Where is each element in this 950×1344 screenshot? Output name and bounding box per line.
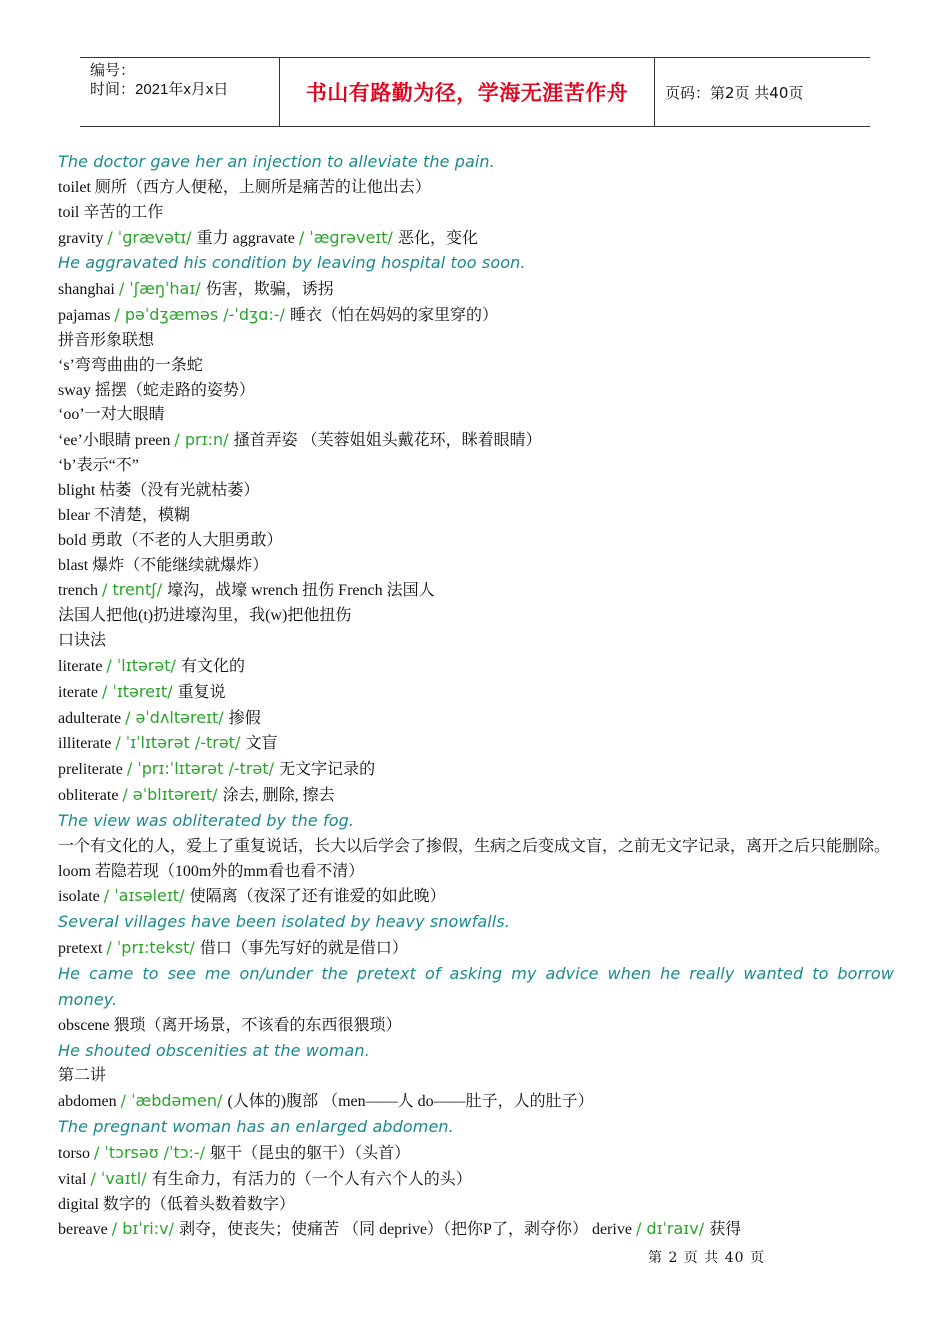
line-text: obliterate — [58, 787, 123, 805]
phonetic: / ˈʃæŋˈhaɪ/ — [118, 279, 206, 299]
phonetic: / trentʃ/ — [101, 580, 168, 600]
line-text: pretext — [58, 940, 107, 958]
line-text: vital — [58, 1170, 91, 1188]
line-text: bereave — [58, 1221, 112, 1239]
text-line — [58, 1089, 894, 1115]
text-line — [58, 201, 894, 226]
line-text: 有文化的 — [180, 657, 245, 675]
line-text: 拼音形象联想 — [58, 331, 155, 349]
line-text: iterate — [58, 683, 102, 701]
text-line — [58, 680, 894, 706]
line-text: ‘ee’小眼睛 preen — [58, 432, 175, 450]
phonetic: / əˈblɪtəreɪt/ — [122, 785, 223, 805]
line-text: 伤害，欺骗，诱拐 — [205, 281, 334, 299]
line-text: toil 辛苦的工作 — [58, 203, 164, 221]
text-line — [58, 884, 894, 910]
text-line — [58, 529, 894, 554]
text-line — [58, 504, 894, 529]
line-text: 壕沟，战壕 wrench 扭伤 French 法国人 — [167, 582, 435, 600]
line-text: 恶化，变化 — [398, 229, 479, 247]
time-label: 时间：2021年x月x日 — [90, 81, 229, 98]
line-text: bold 勇敢（不老的人大胆勇敢） — [58, 531, 283, 549]
line-text: blear 不清楚，模糊 — [58, 506, 190, 524]
line-text: abdomen — [58, 1093, 121, 1111]
text-line — [58, 757, 894, 783]
line-text: (人体的)腹部 （men——人 do——肚子，人的肚子） — [227, 1093, 594, 1111]
example-sentence: Several villages have been isolated by heavy snowfalls. — [58, 912, 510, 932]
line-text: isolate — [58, 888, 104, 906]
text-line — [58, 860, 894, 885]
phonetic: / ˈaɪsəleɪt/ — [103, 886, 190, 906]
phonetic: / pəˈdʒæməs /-ˈdʒɑ:-/ — [114, 305, 291, 325]
document-body — [58, 150, 894, 1243]
text-line — [58, 354, 894, 379]
text-line — [58, 1115, 894, 1141]
text-line — [58, 629, 894, 654]
example-sentence: The pregnant woman has an enlarged abdomen. — [58, 1117, 454, 1137]
line-text: 睡衣（怕在妈妈的家里穿的） — [290, 307, 499, 325]
line-text: 无文字记录的 — [279, 761, 376, 779]
phonetic: / ˈvaɪtl/ — [90, 1168, 152, 1188]
text-line — [58, 809, 894, 835]
text-line — [58, 578, 894, 604]
line-text: blast 爆炸（不能继续就爆炸） — [58, 556, 269, 574]
line-text: 借口（事先写好的就是借口） — [199, 940, 408, 958]
line-text: trench — [58, 582, 102, 600]
text-line — [58, 1167, 894, 1193]
text-line — [58, 936, 894, 962]
text-line — [58, 1039, 894, 1065]
line-text: ‘b’表示“不” — [58, 457, 139, 475]
example-sentence: The view was obliterated by the fog. — [58, 810, 355, 830]
text-line — [58, 554, 894, 579]
text-line — [58, 835, 894, 860]
phonetic: / ˈlɪtərət/ — [106, 655, 181, 675]
text-line — [58, 731, 894, 757]
page-footer: 第 2 页 共 40 页 — [648, 1250, 765, 1266]
phonetic: / ˈɪˈlɪtərət /-trət/ — [115, 733, 246, 753]
text-line — [58, 479, 894, 504]
line-text: ‘oo’一对大眼睛 — [58, 406, 165, 424]
line-text: 搔首弄姿 （芙蓉姐姐头戴花环，眯着眼睛） — [233, 432, 542, 450]
text-line — [58, 150, 894, 176]
line-text: 口诀法 — [58, 632, 107, 650]
line-text: 第二讲 — [58, 1067, 107, 1085]
phonetic: / əˈdʌltəreɪt/ — [125, 707, 229, 727]
example-sentence: He aggravated his condition by leaving hospital too soon. — [58, 253, 526, 273]
line-text: illiterate — [58, 735, 116, 753]
text-line — [58, 454, 894, 479]
line-text: adulterate — [58, 709, 126, 727]
line-text: literate — [58, 657, 107, 675]
line-text: blight 枯萎（没有光就枯萎） — [58, 481, 260, 499]
line-text: 剥夺，使丧失；使痛苦 （同 deprive）（把你P了，剥夺你） derive — [179, 1221, 636, 1239]
phonetic: / ˈɪtəreɪt/ — [101, 681, 178, 701]
text-line — [58, 783, 894, 809]
text-line — [58, 604, 894, 629]
header-info-cell — [80, 58, 280, 126]
line-text: obscene 猥琐（离开场景，不该看的东西很猥琐） — [58, 1016, 402, 1034]
line-text: 躯干（昆虫的躯干）（头首） — [210, 1144, 411, 1162]
line-text: 重复说 — [177, 683, 226, 701]
line-text: pajamas — [58, 307, 115, 325]
motto: 书山有路勤为径，学海无涯苦作舟 — [280, 58, 655, 126]
text-line — [58, 654, 894, 680]
line-text: 文盲 — [245, 735, 278, 753]
example-sentence: The doctor gave her an injection to alleviate the pain. — [58, 152, 495, 171]
line-text: toilet 厕所（西方人便秘，上厕所是痛苦的让他出去） — [58, 178, 431, 196]
line-text: loom 若隐若现（100m外的mm看也看不清） — [58, 862, 365, 880]
text-line — [58, 1014, 894, 1039]
text-line — [58, 706, 894, 732]
line-text: preliterate — [58, 761, 127, 779]
phonetic: / prɪ:n/ — [174, 430, 234, 450]
text-line — [58, 251, 894, 277]
text-line — [58, 1064, 894, 1089]
line-text: 法国人把他(t)扔进壕沟里，我(w)把他扭伤 — [58, 607, 352, 625]
text-line — [58, 962, 894, 1014]
text-line — [58, 379, 894, 404]
example-sentence: He came to see me on/under the pretext of asking my advice when he really wanted to borrow money. — [58, 964, 894, 1009]
phonetic: / ˈɡrævətɪ/ — [107, 227, 197, 247]
text-line — [58, 226, 894, 252]
text-line — [58, 403, 894, 428]
text-line — [58, 428, 894, 454]
text-line — [58, 910, 894, 936]
phonetic: / ˈprɪ:ˈlɪtərət /-trət/ — [126, 759, 280, 779]
line-text: 重力 aggravate — [196, 229, 299, 247]
text-line — [58, 303, 894, 329]
line-text: gravity — [58, 229, 108, 247]
line-text: torso — [58, 1144, 94, 1162]
document-header — [80, 57, 870, 127]
text-line — [58, 1217, 894, 1243]
phonetic: / dɪˈraɪv/ — [635, 1219, 710, 1239]
line-text: shanghai — [58, 281, 119, 299]
line-text: ‘s’弯弯曲曲的一条蛇 — [58, 356, 203, 374]
line-text: digital 数字的（低着头数着数字） — [58, 1195, 295, 1213]
text-line — [58, 329, 894, 354]
line-text: 涂去, 删除, 擦去 — [222, 787, 335, 805]
phonetic: / ˈæɡrəveɪt/ — [298, 227, 399, 247]
line-text: 掺假 — [228, 709, 261, 727]
text-line — [58, 1141, 894, 1167]
phonetic: / ˈprɪ:tekst/ — [106, 938, 200, 958]
example-sentence: He shouted obscenities at the woman. — [58, 1040, 370, 1060]
phonetic: / ˈæbdəmen/ — [120, 1091, 228, 1111]
line-text: 有生命力，有活力的（一个人有六个人的头） — [151, 1170, 472, 1188]
line-text: 一个有文化的人，爱上了重复说话，长大以后学会了掺假，生病之后变成文盲，之前无文字记录，离开之后只能删除。 — [58, 837, 891, 855]
phonetic: / bɪˈri:v/ — [111, 1219, 180, 1239]
phonetic: / ˈtɔrsəʊ /ˈtɔ:-/ — [94, 1142, 211, 1162]
text-line — [58, 176, 894, 201]
line-text: 使隔离（夜深了还有谁爱的如此晚） — [189, 888, 446, 906]
text-line — [58, 277, 894, 303]
text-line — [58, 1193, 894, 1218]
line-text: sway 摇摆（蛇走路的姿势） — [58, 381, 255, 399]
line-text: 获得 — [709, 1221, 742, 1239]
page-info: 页码：第2页 共40页 — [665, 83, 804, 102]
number-label: 编号： — [90, 62, 136, 79]
